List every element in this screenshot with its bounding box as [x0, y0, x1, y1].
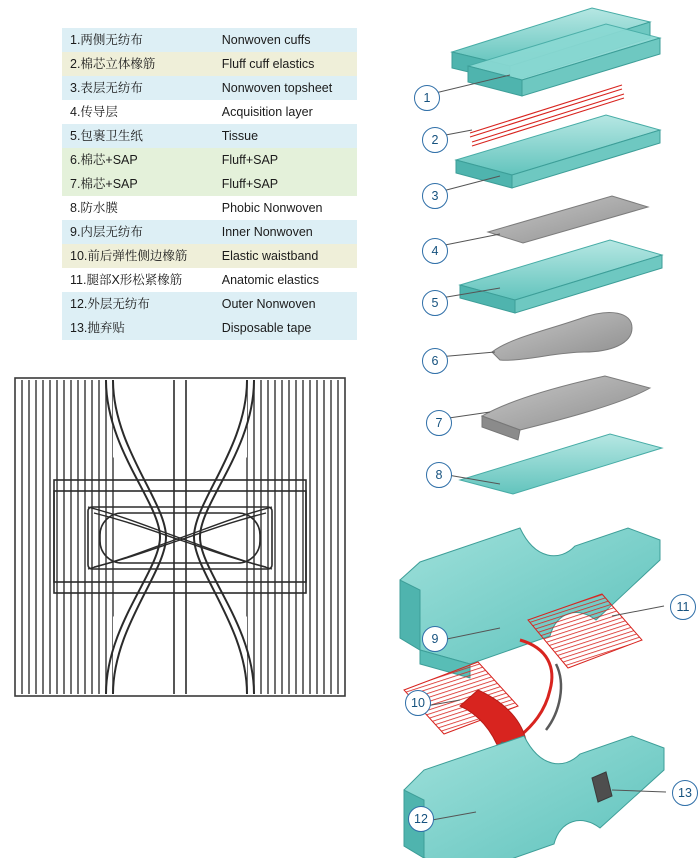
exploded-view-svg: [360, 0, 700, 858]
legend-en: Elastic waistband: [214, 244, 357, 268]
legend-row: [62, 100, 357, 124]
legend-row: [62, 196, 357, 220]
legend-en: Fluff+SAP: [214, 148, 357, 172]
layer-5-tissue: [435, 240, 662, 313]
layer-3-nonwoven-topsheet: [435, 115, 660, 193]
layer-1-nonwoven-cuffs: [427, 8, 660, 96]
legend-cn: 6.棉芯+SAP: [62, 148, 214, 172]
callout-3: 3: [422, 183, 448, 209]
callout-1: 1: [414, 85, 440, 111]
callout-13: 13: [672, 780, 698, 806]
legend-en: Fluff cuff elastics: [214, 52, 357, 76]
legend-row: [62, 124, 357, 148]
layer-11-anatomic-elastics: [520, 594, 664, 736]
layer-9-inner-nonwoven: [400, 528, 660, 678]
layer-8-phobic-nonwoven: [442, 434, 662, 494]
legend-en: Nonwoven cuffs: [214, 28, 357, 52]
legend-cn: 7.棉芯+SAP: [62, 172, 214, 196]
legend-cn: 11.腿部X形松紧橡筋: [62, 268, 214, 292]
legend-cn: 2.棉芯立体橡筋: [62, 52, 214, 76]
callout-4: 4: [422, 238, 448, 264]
legend-row: [62, 244, 357, 268]
legend-en: Inner Nonwoven: [214, 220, 357, 244]
layer-12-outer-nonwoven: [404, 736, 664, 858]
layer-7-fluff-sap: [442, 376, 650, 440]
callout-5: 5: [422, 290, 448, 316]
technical-drawing-svg: [14, 377, 346, 697]
legend-cn: 4.传导层: [62, 100, 214, 124]
callout-9: 9: [422, 626, 448, 652]
legend-table: [62, 28, 357, 340]
legend-cn: 12.外层无纺布: [62, 292, 214, 316]
callout-6: 6: [422, 348, 448, 374]
legend-en: Fluff+SAP: [214, 172, 357, 196]
legend-row: [62, 148, 357, 172]
legend-body: [62, 28, 357, 340]
legend-cn: 10.前后弹性侧边橡筋: [62, 244, 214, 268]
legend-en: Tissue: [214, 124, 357, 148]
callout-2: 2: [422, 127, 448, 153]
legend-row: [62, 52, 357, 76]
legend-row: [62, 268, 357, 292]
legend-en: Disposable tape: [214, 316, 357, 340]
callout-8: 8: [426, 462, 452, 488]
layer-4-acquisition-layer: [435, 196, 648, 247]
technical-drawing: [14, 377, 346, 697]
callout-11: 11: [670, 594, 696, 620]
legend-cn: 1.两侧无纺布: [62, 28, 214, 52]
legend-en: Nonwoven topsheet: [214, 76, 357, 100]
legend-cn: 3.表层无纺布: [62, 76, 214, 100]
layer-6-fluff-sap: [438, 313, 632, 361]
legend-cn: 13.抛弃贴: [62, 316, 214, 340]
legend-row: [62, 292, 357, 316]
legend-en: Phobic Nonwoven: [214, 196, 357, 220]
legend-en: Anatomic elastics: [214, 268, 357, 292]
callout-7: 7: [426, 410, 452, 436]
legend-en: Outer Nonwoven: [214, 292, 357, 316]
callout-10: 10: [405, 690, 431, 716]
legend-cn: 9.内层无纺布: [62, 220, 214, 244]
legend-row: [62, 220, 357, 244]
legend-row: [62, 28, 357, 52]
legend-cn: 8.防水膜: [62, 196, 214, 220]
legend-row: [62, 172, 357, 196]
callout-12: 12: [408, 806, 434, 832]
legend-en: Acquisition layer: [214, 100, 357, 124]
exploded-view: [360, 0, 700, 858]
legend-row: [62, 76, 357, 100]
legend-row: [62, 316, 357, 340]
legend-cn: 5.包裹卫生纸: [62, 124, 214, 148]
